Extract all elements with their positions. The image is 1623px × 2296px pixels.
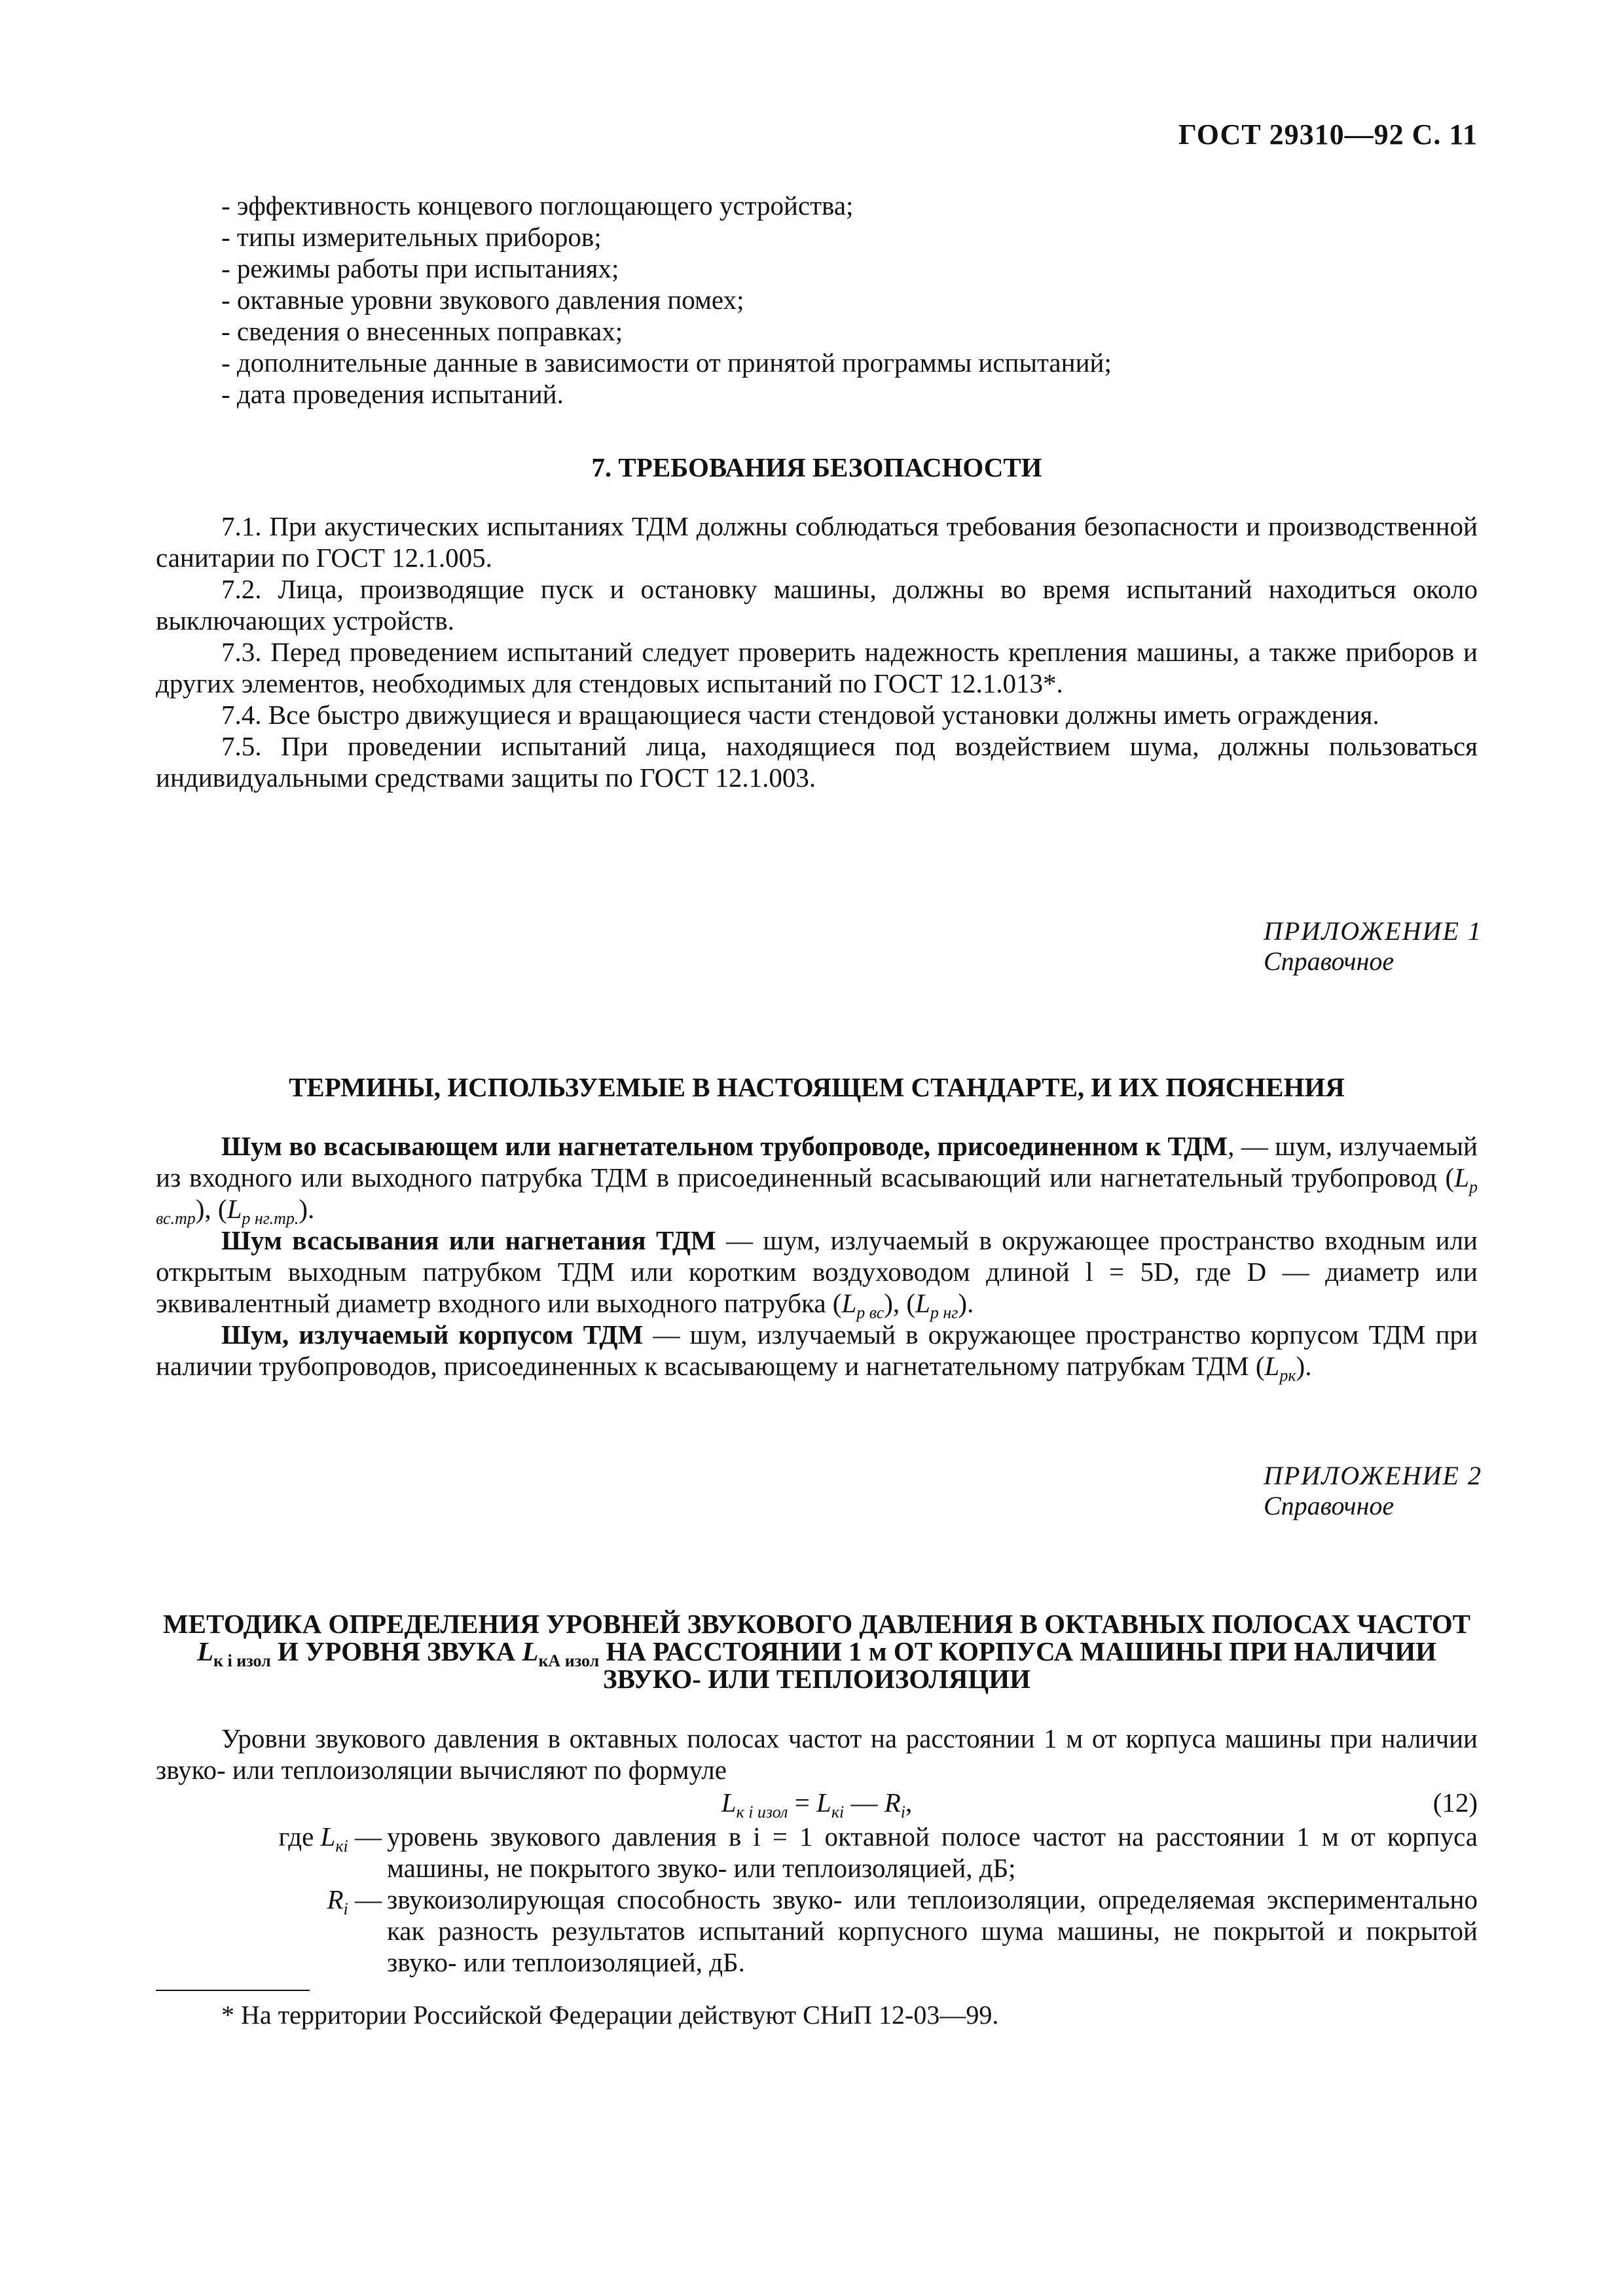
symbol: L	[227, 1194, 242, 1224]
where-dash: —	[348, 1821, 382, 1852]
footnote-divider	[156, 1990, 310, 1991]
appendix-1-label	[1264, 916, 1482, 977]
where-dash: —	[348, 1884, 382, 1914]
where-label	[156, 1884, 387, 1978]
clause-7-1: 7.1. При акустических испытаниях ТДМ должны соблюдаться требования безопасности и производственной санитарии по ГОСТ 12.1.005.	[156, 511, 1478, 573]
symbol-subscript: i	[900, 1803, 906, 1822]
appendix-2-number: ПРИЛОЖЕНИЕ 2	[1264, 1461, 1482, 1490]
list-item: - дополнительные данные в зависимости от принятой программы испытаний;	[221, 348, 1112, 378]
symbol: L	[915, 1288, 930, 1318]
title-text: НА РАССТОЯНИИ 1 м ОТ КОРПУСА МАШИНЫ ПРИ НАЛИЧИИ	[599, 1636, 1436, 1666]
clause-7-5: 7.5. При проведении испытаний лица, находящиеся под воздействием шума, должны пользоваться индивидуальными средствами защиты по ГОСТ 12.1.003.	[156, 731, 1478, 793]
report-items-list	[156, 190, 1478, 410]
clause-7-4: 7.4. Все быстро движущиеся и вращающиеся части стендовой установки должны иметь ограждения.	[221, 700, 1379, 730]
clause-7-3: 7.3. Перед проведением испытаний следует проверить надежность крепления машины, а также приборов и других элементов, необходимых для стендовых испытаний по ГОСТ 12.1.013*.	[156, 637, 1478, 698]
list-item: - эффективность концевого поглощающего устройства;	[221, 190, 854, 221]
symbol-subscript: к i изол	[736, 1803, 788, 1822]
list-item: - сведения о внесенных поправках;	[221, 316, 623, 346]
term-definition: Шум, излучаемый корпусом ТДМ — шум, излучаемый в окружающее пространство корпусом ТДМ при наличии трубопроводов, присоединенных к всасывающему и нагнетательному патрубкам ТДМ $(L_{рк})$.	[156, 1319, 1478, 1386]
formula-body	[721, 1787, 913, 1822]
title-text: И УРОВНЯ ЗВУКА	[270, 1636, 522, 1666]
appendix-1-kind: Справочное	[1264, 946, 1395, 976]
where-row	[156, 1884, 1478, 1978]
where-prefix: где	[278, 1821, 321, 1852]
symbol: R	[327, 1884, 344, 1914]
term-tail: .	[308, 1194, 315, 1224]
appendix-2-title	[156, 1610, 1478, 1693]
page-header: ГОСТ 29310—92 С. 11	[1178, 118, 1478, 151]
symbol-subscript: p вс	[856, 1303, 884, 1323]
symbol-subscript: p нг.тр.	[242, 1209, 299, 1229]
term-definition: Шум во всасывающем или нагнетательном трубопроводе, присоединенном к ТДМ, — шум, излучаемый из входного или выходного патрубка ТДМ в присоединенный всасывающий или нагнетательный трубопровод $(L_{p вс.тр})$, $(L_{p нг.тр.})$.	[156, 1131, 1478, 1229]
symbol-subscript: рк	[1279, 1366, 1296, 1386]
footnote: * На территории Российской Федерации действуют СНиП 12-03—99.	[221, 2000, 999, 2030]
symbol-subscript: кi	[335, 1837, 348, 1856]
symbol: R	[884, 1787, 901, 1818]
formula-12	[156, 1787, 1478, 1822]
formula-operator: ,	[905, 1787, 913, 1818]
appendix-2-kind: Справочное	[1264, 1491, 1395, 1520]
term-def: — шум, излучаемый в окружающее пространство входным или открытым выходным патрубком ТДМ или коротким воздуховодом длиной l = 5D, где D — диаметр или эквивалентный диаметр входного или выходного патрубка	[156, 1225, 1478, 1318]
symbol-subscript: к i изол	[213, 1651, 271, 1671]
formula-operator: —	[844, 1787, 884, 1818]
appendix-2-title-line: ЗВУКО- ИЛИ ТЕПЛОИЗОЛЯЦИИ	[602, 1664, 1031, 1694]
appendix-2-intro	[156, 1723, 1478, 1785]
symbol: L	[320, 1821, 336, 1852]
symbol: L	[197, 1636, 214, 1666]
symbol-subscript: кi	[831, 1803, 845, 1822]
term-def: — шум, излучаемый в окружающее пространство корпусом ТДМ при наличии трубопроводов, присоединенных к всасывающему и нагнетательному патрубкам ТДМ	[156, 1319, 1478, 1381]
section-7-body	[156, 511, 1478, 793]
where-text: звукоизолирующая способность звуко- или теплоизоляции, определяемая экспериментально как разность результатов испытаний корпусного шума машины, не покрытой и покрытой звуко- или теплоизоляцией, дБ.	[387, 1884, 1478, 1977]
list-item: - дата проведения испытаний.	[221, 379, 564, 409]
where-row	[156, 1821, 1478, 1884]
section-7-title: 7. ТРЕБОВАНИЯ БЕЗОПАСНОСТИ	[591, 452, 1042, 482]
equation-number: (12)	[1432, 1787, 1478, 1818]
appendix-2-title-line: МЕТОДИКА ОПРЕДЕЛЕНИЯ УРОВНЕЙ ЗВУКОВОГО ДАВЛЕНИЯ В ОКТАВНЫХ ПОЛОСАХ ЧАСТОТ	[162, 1609, 1471, 1639]
symbol: L	[1264, 1351, 1280, 1381]
term-tail: .	[1305, 1351, 1312, 1381]
symbol-subscript: p нг	[930, 1303, 958, 1323]
term-tail: .	[967, 1288, 974, 1318]
formula-operator: =	[788, 1787, 817, 1818]
symbol: L	[841, 1288, 857, 1318]
list-item: - октавные уровни звукового давления помех;	[221, 285, 744, 315]
term-definition: Шум всасывания или нагнетания ТДМ — шум, излучаемый в окружающее пространство входным или открытым выходным патрубком ТДМ или коротким воздуховодом длиной l = 5D, где D — диаметр или эквивалентный диаметр входного или выходного патрубка $(L_{p вс})$, $(L_{p нг})$.	[156, 1225, 1478, 1323]
symbol: L	[1454, 1162, 1469, 1193]
symbol-subscript: кА изол	[538, 1651, 600, 1671]
term: Шум во всасывающем или нагнетательном трубопроводе, присоединенном к ТДМ	[221, 1131, 1228, 1161]
appendix-1-number: ПРИЛОЖЕНИЕ 1	[1264, 916, 1482, 946]
where-label	[156, 1821, 387, 1884]
symbol-subscript: i	[343, 1899, 348, 1919]
appendix-2-label	[1264, 1461, 1482, 1521]
clause-7-2: 7.2. Лица, производящие пуск и остановку машины, должны во время испытаний находиться около выключающих устройств.	[156, 574, 1478, 636]
appendix-2-title-line	[156, 1636, 1478, 1671]
term: Шум всасывания или нагнетания ТДМ	[221, 1225, 716, 1255]
where-text: уровень звукового давления в i = 1 октавной полосе частот на расстоянии 1 м от корпуса машины, не покрытого звуко- или теплоизоляцией, дБ;	[387, 1821, 1478, 1883]
symbol: L	[816, 1787, 831, 1818]
intro-paragraph: Уровни звукового давления в октавных полосах частот на расстоянии 1 м от корпуса машины при наличии звуко- или теплоизоляции вычисляют по формуле	[156, 1723, 1478, 1785]
term: Шум, излучаемый корпусом ТДМ	[221, 1319, 644, 1350]
where-clause	[156, 1821, 1478, 1978]
appendix-1-terms	[156, 1130, 1478, 1386]
term-def: , — шум, излучаемый из входного или выходного патрубка ТДМ в присоединенный всасывающий или нагнетательный трубопровод	[156, 1131, 1478, 1193]
symbol-subscript: p вс.тр	[156, 1177, 1478, 1229]
symbol: L	[721, 1787, 737, 1818]
list-item: - типы измерительных приборов;	[221, 222, 602, 252]
symbol: L	[522, 1636, 539, 1666]
list-item: - режимы работы при испытаниях;	[221, 253, 619, 283]
appendix-1-title: ТЕРМИНЫ, ИСПОЛЬЗУЕМЫЕ В НАСТОЯЩЕМ СТАНДАРТЕ, И ИХ ПОЯСНЕНИЯ	[289, 1072, 1345, 1102]
